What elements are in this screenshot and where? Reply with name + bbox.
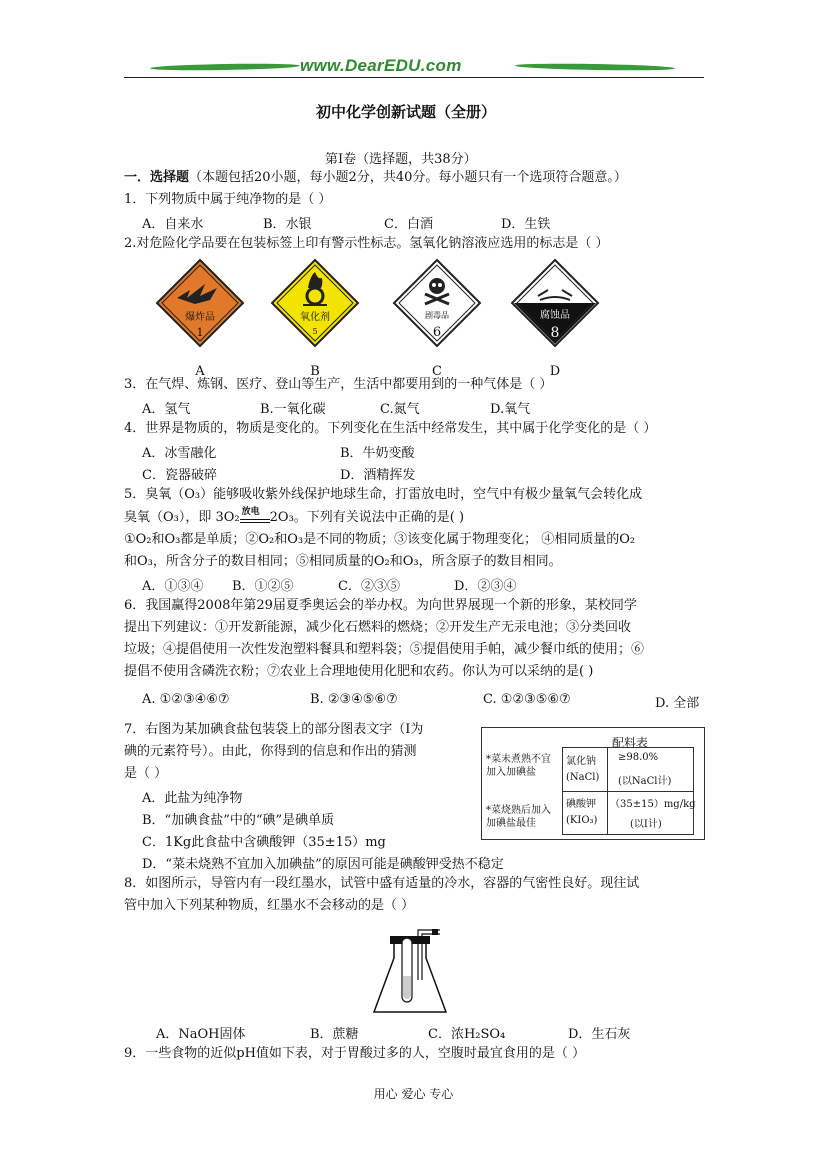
q4-option-c: C．瓷器破碎 [142, 468, 217, 483]
sign-c-letter: C [432, 364, 442, 379]
q6-line1: 6．我国赢得2008年第29届夏季奥运会的举办权。为向世界展现一个新的形象，某校同学 [124, 598, 637, 613]
q7-option-c: C．1Kg此食盐中含碘酸钾（35±15）mg [142, 835, 386, 850]
row2-valsub: (以I计) [630, 819, 662, 830]
row1-sub: (NaCl) [566, 772, 600, 783]
q6-option-c: C. ①②③⑤⑥⑦ [483, 692, 571, 707]
row2-sub: (KIO₃) [566, 815, 598, 826]
part1-heading [124, 169, 627, 187]
q9-stem: 9．一些食物的近似pH值如下表，对于胃酸过多的人，空腹时最宜食用的是（ ） [124, 1046, 586, 1061]
header-rule [124, 77, 704, 78]
q5-option-a: A．①③④ [142, 579, 204, 594]
q1-option-c: C．白酒 [384, 217, 433, 232]
q7-line1: 7．右图为某加碘食盐包装袋上的部分图表文字（I为 [124, 722, 424, 737]
part1-bold: 一．选择题 [124, 170, 190, 185]
q4-option-d: D．酒精挥发 [340, 468, 416, 483]
explosive-diamond-icon [155, 258, 245, 348]
q3-option-c: C.氮气 [380, 402, 420, 417]
q6-line4: 提倡不使用含磷洗衣粉；⑦农业上合理地使用化肥和农药。你认为可以采纳的是( ) [124, 664, 594, 679]
row1-name: 氯化钠 [566, 756, 596, 767]
reaction-arrow [240, 506, 270, 525]
q7-option-d: D．“菜未烧熟不宜加入加碘盐”的原因可能是碘酸钾受热不稳定 [142, 857, 504, 872]
q5-line2 [124, 506, 465, 527]
sign-a-text: 爆炸品 [185, 312, 215, 323]
row2-name: 碘酸钾 [566, 799, 596, 810]
q4-option-b: B．牛奶变酸 [340, 446, 415, 461]
q1-option-b: B．水银 [263, 217, 312, 232]
q8-option-d: D．生石灰 [568, 1027, 631, 1042]
q5-line2b: 2O₃。下列有关说法中正确的是( ) [269, 510, 465, 525]
page-footer: 用心 爱心 专心 [373, 1087, 454, 1101]
q5-line1: 5．臭氧（O₃）能够吸收紫外线保护地球生命，打雷放电时，空气中有极少量氧气会转化成 [124, 487, 643, 502]
sign-b-text: 氧化剂 [300, 312, 330, 323]
row1-val: ≥98.0% [618, 752, 659, 763]
q3-stem: 3．在气焊、炼钢、医疗、登山等生产，生活中都要用到的一种气体是（ ） [124, 377, 553, 392]
header-swoosh-left [150, 63, 300, 72]
q8-line1: 8．如图所示，导管内有一段红墨水，试管中盛有适量的冷水，容器的气密性良好。现往试 [124, 876, 640, 891]
q5-line3: ①O₂和O₃都是单质；②O₂和O₃是不同的物质；③该变化属于物理变化； ④相同质量的O₂ [124, 532, 636, 547]
hazard-sign-explosive [155, 258, 245, 382]
sign-d-letter: D [549, 364, 561, 379]
q8-option-a: A．NaOH固体 [156, 1027, 246, 1042]
q6-line2: 提出下列建议：①开发新能源，减少化石燃料的燃烧；②开发生产无汞电池；③分类回收 [124, 620, 632, 635]
part1-rest: （本题包括20小题，每小题2分，共40分。每小题只有一个选项符合题意。） [189, 170, 627, 185]
q1-stem: 1．下列物质中属于纯净物的是（ ） [124, 192, 332, 207]
section-heading: 第Ⅰ卷（选择题，共38分） [325, 152, 477, 167]
q7-line2: 碘的元素符号）。由此，你得到的信息和作出的猜测 [124, 744, 417, 759]
site-logo: www.DearEDU.com [300, 56, 462, 75]
q1-option-a: A．自来水 [142, 217, 204, 232]
q3-option-d: D.氧气 [490, 402, 531, 417]
q6-option-d: D. 全部 [655, 696, 700, 711]
header-swoosh-right [515, 63, 675, 72]
q6-option-b: B. ②③④⑤⑥⑦ [310, 692, 398, 707]
q7-line3: 是（ ） [124, 766, 168, 781]
q7-option-b: B．“加碘食盐”中的“碘”是碘单质 [142, 813, 335, 828]
page-title: 初中化学创新试题（全册） [316, 103, 497, 121]
q8-line2: 管中加入下列某种物质，红墨水不会移动的是（ ） [124, 898, 415, 913]
q2-stem: 2.对危险化学品要在包装标签上印有警示性标志。氢氧化钠溶液应选用的标志是（ ） [124, 236, 609, 251]
sign-a-letter: A [195, 364, 205, 379]
sign-c-num: 6 [432, 325, 442, 340]
hazard-sign-toxic [392, 258, 482, 382]
oxidizer-diamond-icon [270, 258, 360, 348]
row2-val: （35±15）mg/kg [610, 799, 696, 810]
arrow-condition: 放电 [241, 506, 260, 517]
hazard-sign-oxidizer [270, 258, 360, 382]
table-note1b: 加入加碘盐 [486, 767, 536, 778]
table-title: 配料表 [612, 736, 649, 750]
table-note2b: 加碘盐最佳 [486, 818, 536, 829]
sign-d-num: 8 [550, 325, 560, 341]
q5-option-d: D．②③④ [454, 579, 517, 594]
q5-option-b: B．①②⑤ [232, 579, 294, 594]
q4-option-a: A．冰雪融化 [142, 446, 217, 461]
table-note1a: *菜未煮熟不宜 [486, 754, 551, 765]
corrosive-diamond-icon [510, 258, 600, 348]
sign-a-num: 1 [196, 326, 204, 339]
sign-b-num: 5 [312, 327, 318, 336]
q1-option-d: D．生铁 [501, 217, 551, 232]
q3-option-b: B.一氧化碳 [260, 402, 326, 417]
q6-option-a: A. ①②③④⑥⑦ [142, 692, 230, 707]
q8-option-b: B．蔗糖 [310, 1027, 359, 1042]
sign-d-text: 腐蚀品 [540, 310, 570, 321]
q5-line2a: 臭氧（O₃），即 3O₂ [124, 510, 240, 525]
table-note2a: *菜烧熟后加入 [486, 805, 551, 816]
q6-line3: 垃圾；④提倡使用一次性发泡塑料餐具和塑料袋；⑤提倡使用手帕，减少餐巾纸的使用；⑥ [124, 642, 645, 657]
sign-b-letter: B [310, 364, 320, 379]
q7-option-a: A．此盐为纯净物 [142, 791, 243, 806]
sign-c-text: 剧毒品 [425, 311, 449, 320]
q4-stem: 4．世界是物质的，物质是变化的。下列变化在生活中经常发生，其中属于化学变化的是（ ） [124, 421, 657, 436]
q3-option-a: A．氢气 [142, 402, 191, 417]
flask-apparatus-icon [360, 920, 460, 1018]
q5-line4: 和O₃，所含分子的数目相同；⑤相同质量的O₂和O₃，所含原子的数目相同。 [124, 554, 562, 569]
skull-diamond-icon [392, 258, 482, 348]
ingredient-table [481, 727, 705, 840]
q8-option-c: C．浓H₂SO₄ [428, 1027, 506, 1042]
q5-option-c: C．②③⑤ [338, 579, 400, 594]
row1-valsub: (以NaCl计) [618, 776, 672, 787]
hazard-sign-corrosive [510, 258, 600, 382]
